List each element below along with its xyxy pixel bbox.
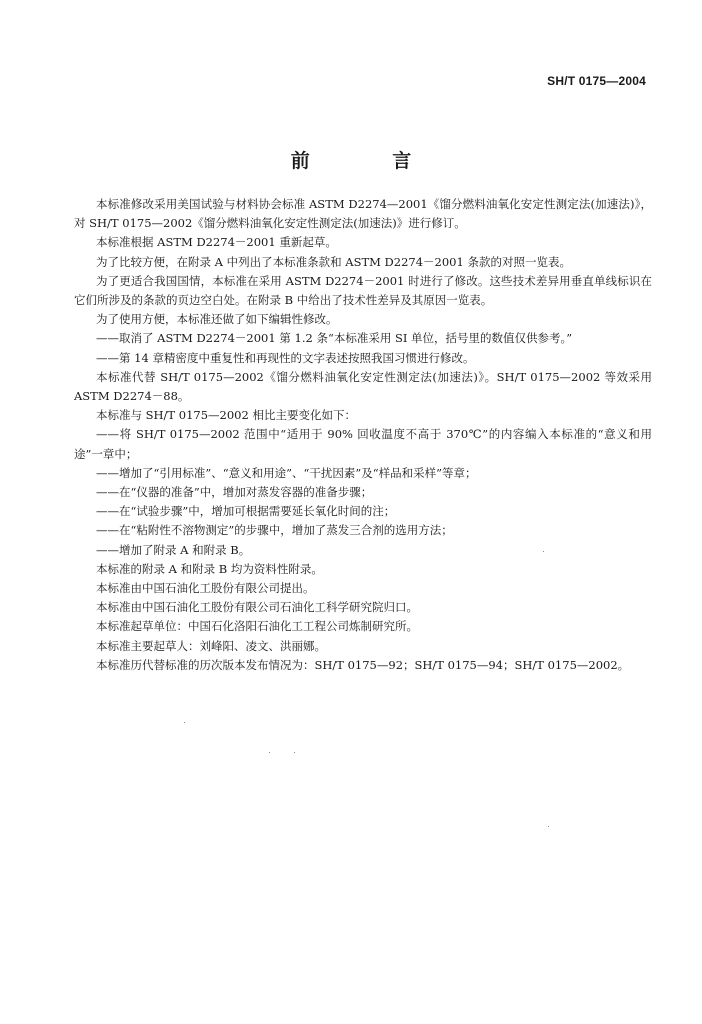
standard-number: SH/T 0175—2004: [547, 74, 646, 88]
paragraph: 本标准起草单位：中国石化洛阳石油化工工程公司炼制研究所。: [96, 619, 418, 634]
list-item: ——增加了“引用标准”、“意义和用途”、“干扰因素”及“样品和采样”等章；: [96, 465, 477, 480]
list-item: ——将 SH/T 0175—2002 范围中“适用于 90% 回收温度不高于 370℃”的内容编入本标准的“意义和用途”一章中；: [74, 427, 652, 461]
scan-speck: [269, 752, 270, 753]
scan-speck: [548, 826, 549, 827]
scan-speck: [294, 752, 295, 753]
paragraph: 本标准代替 SH/T 0175—2002《馏分燃料油氧化安定性测定法(加速法)》。SH/T 0175—2002 等效采用 ASTM D2274－88。: [74, 369, 656, 404]
scan-speck: [184, 722, 185, 723]
list-item: ——在“仪器的准备”中，增加对蒸发容器的准备步骤；: [96, 485, 373, 500]
paragraph: 本标准历代替标准的历次版本发布情况为：SH/T 0175—92；SH/T 0175—94；SH/T 0175—2002。: [96, 657, 630, 672]
paragraph: 本标准修改采用美国试验与材料协会标准 ASTM D2274—2001《馏分燃料油氧化安定性测定法(加速法)》，对 SH/T 0175—2002《馏分燃料油氧化安定性测定法(加速法)》进行修订。: [74, 197, 652, 231]
paragraph: 本标准根据 ASTM D2274－2001 重新起草。: [96, 235, 337, 250]
paragraph: 本标准由中国石油化工股份有限公司提出。: [96, 581, 315, 596]
paragraph: 为了比较方便，在附录 A 中列出了本标准条款和 ASTM D2274－2001 条款的对照一览表。: [96, 254, 571, 269]
list-item: ——在“粘附性不溶物测定”的步骤中，增加了蒸发三合剂的选用方法；: [96, 523, 453, 538]
paragraph: 为了使用方便，本标准还做了如下编辑性修改。: [96, 312, 338, 327]
list-item: ——取消了 ASTM D2274－2001 第 1.2 条“本标准采用 SI 单位，括号里的数值仅供参考。”: [96, 331, 573, 346]
paragraph: 为了更适合我国国情，本标准在采用 ASTM D2274－2001 时进行了修改。这些技术差异用垂直单线标识在它们所涉及的条款的页边空白处。在附录 B 中给出了技术性差异及其原因一览表。: [74, 273, 652, 308]
list-item: ——第 14 章精密度中重复性和再现性的文字表述按照我国习惯进行修改。: [96, 350, 475, 365]
list-item: ——增加了附录 A 和附录 B。: [96, 542, 251, 557]
foreword-body: [74, 195, 656, 675]
paragraph: 本标准与 SH/T 0175—2002 相比主要变化如下：: [96, 408, 356, 423]
page-title: 前 言: [290, 150, 450, 172]
list-item: ——在“试验步骤”中，增加可根据需要延长氧化时间的注；: [96, 504, 396, 519]
paragraph: 本标准主要起草人：刘峰阳、凌文、洪丽娜。: [96, 638, 326, 653]
scan-speck: [543, 551, 544, 552]
paragraph: 本标准的附录 A 和附录 B 均为资料性附录。: [96, 561, 323, 576]
paragraph: 本标准由中国石油化工股份有限公司石油化工科学研究院归口。: [96, 600, 418, 615]
